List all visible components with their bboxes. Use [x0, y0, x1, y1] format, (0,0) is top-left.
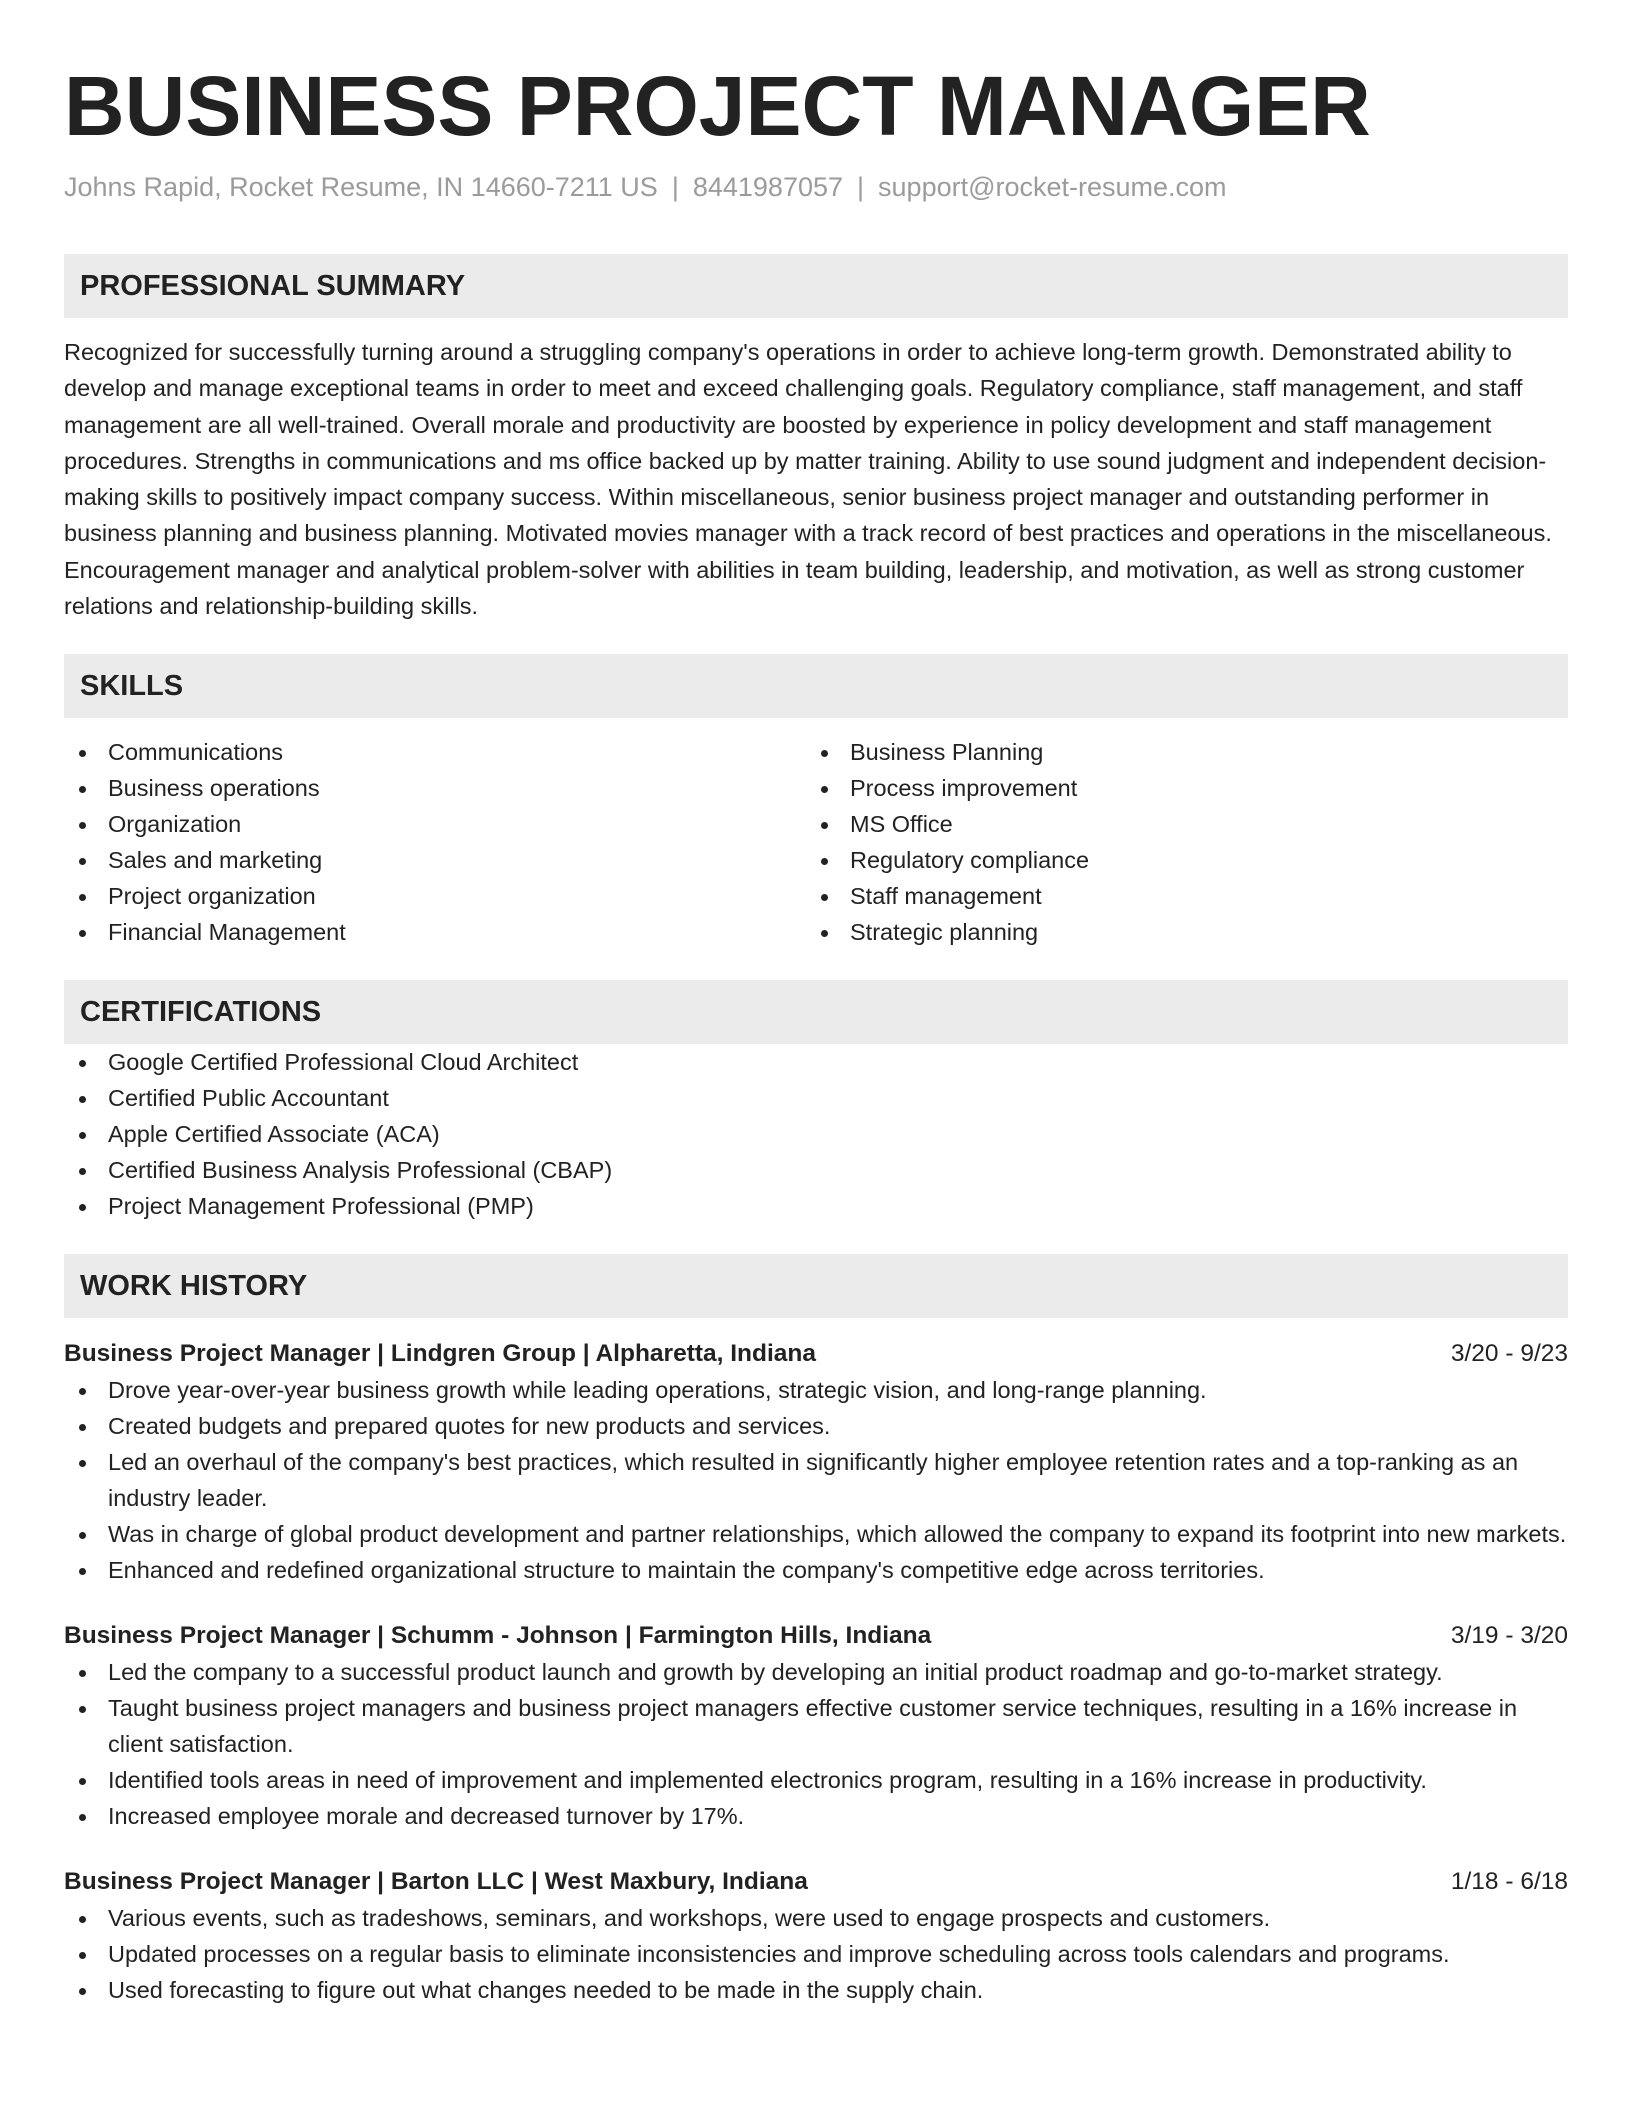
job-entry — [64, 1336, 1568, 1588]
section-header-skills: SKILLS — [64, 654, 1568, 718]
certification-item: Certified Business Analysis Professional (CBAP) — [64, 1152, 1568, 1188]
contact-address: Johns Rapid, Rocket Resume, IN 14660-7211 US — [64, 172, 658, 202]
job-bullet: Various events, such as tradeshows, seminars, and workshops, were used to engage prospects and customers. — [64, 1900, 1568, 1936]
resume-name: BUSINESS PROJECT MANAGER — [64, 59, 1371, 153]
job-bullet: Increased employee morale and decreased turnover by 17%. — [64, 1798, 1568, 1834]
job-bullet: Used forecasting to figure out what changes needed to be made in the supply chain. — [64, 1972, 1568, 2008]
job-bullet: Enhanced and redefined organizational structure to maintain the company's competitive edge across territories. — [64, 1552, 1568, 1588]
section-header-summary: PROFESSIONAL SUMMARY — [64, 254, 1568, 318]
skill-item: MS Office — [806, 806, 1548, 842]
skills-list-right — [806, 734, 1548, 950]
skills-grid — [64, 734, 1568, 950]
job-bullet: Updated processes on a regular basis to eliminate inconsistencies and improve scheduling across tools calendars and programs. — [64, 1936, 1568, 1972]
job-header — [64, 1864, 1568, 1900]
skill-item: Staff management — [806, 878, 1548, 914]
contact-phone: 8441987057 — [692, 172, 844, 202]
job-title: Business Project Manager | Barton LLC | West Maxbury, Indiana — [64, 1868, 808, 1896]
section-header-certifications: CERTIFICATIONS — [64, 980, 1568, 1044]
summary-text: Recognized for successfully turning around a struggling company's operations in order to achieve long-term growth. Demonstrated ability to develop and manage exceptional teams in order to meet and exceed challenging goals. Regulatory compliance, staff management, and staff management are all well-trained. Overall morale and productivity are boosted by experience in policy development and staff management procedures. Strengths in communications and ms office backed up by matter training. Ability to use sound judgment and independent decision-making skills to positively impact company success. Within miscellaneous, senior business project manager and outstanding performer in business planning and business planning. Motivated movies manager with a track record of best practices and operations in the miscellaneous. Encouragement manager and analytical problem-solver with abilities in team building, leadership, and motivation, as well as strong customer relations and relationship-building skills. — [64, 339, 1552, 620]
skills-column-left — [64, 734, 806, 950]
job-title: Business Project Manager | Lindgren Group | Alpharetta, Indiana — [64, 1340, 817, 1368]
skills-column-right — [806, 734, 1548, 950]
certification-item: Project Management Professional (PMP) — [64, 1188, 1568, 1224]
skill-item: Regulatory compliance — [806, 842, 1548, 878]
job-dates: 3/19 - 3/20 — [1450, 1622, 1568, 1650]
skill-item: Business operations — [64, 770, 806, 806]
certifications-list — [64, 1044, 1568, 1224]
certification-item: Google Certified Professional Cloud Architect — [64, 1044, 1568, 1080]
job-bullets — [64, 1654, 1568, 1834]
job-bullet: Was in charge of global product development and partner relationships, which allowed the company to expand its footprint into new markets. — [64, 1516, 1568, 1552]
job-bullets — [64, 1372, 1568, 1588]
skill-item: Process improvement — [806, 770, 1548, 806]
job-bullets — [64, 1900, 1568, 2008]
job-bullet: Taught business project managers and business project managers effective customer service techniques, resulting in a 16% increase in client satisfaction. — [64, 1690, 1568, 1762]
job-header — [64, 1336, 1568, 1372]
contact-line — [64, 170, 1568, 204]
job-dates: 1/18 - 6/18 — [1450, 1868, 1568, 1896]
job-bullet: Created budgets and prepared quotes for new products and services. — [64, 1408, 1568, 1444]
certification-item: Apple Certified Associate (ACA) — [64, 1116, 1568, 1152]
job-entry — [64, 1864, 1568, 2008]
job-bullet: Identified tools areas in need of improvement and implemented electronics program, resulting in a 16% increase in productivity. — [64, 1762, 1568, 1798]
certification-item: Certified Public Accountant — [64, 1080, 1568, 1116]
contact-separator: | — [857, 172, 865, 202]
skill-item: Organization — [64, 806, 806, 842]
contact-email: support@rocket-resume.com — [878, 172, 1227, 202]
job-bullet: Drove year-over-year business growth while leading operations, strategic vision, and long-range planning. — [64, 1372, 1568, 1408]
skills-list-left — [64, 734, 806, 950]
job-header — [64, 1618, 1568, 1654]
skill-item: Business Planning — [806, 734, 1548, 770]
skill-item: Project organization — [64, 878, 806, 914]
job-entry — [64, 1618, 1568, 1834]
section-header-work-history: WORK HISTORY — [64, 1254, 1568, 1318]
job-bullet: Led the company to a successful product launch and growth by developing an initial product roadmap and go-to-market strategy. — [64, 1654, 1568, 1690]
job-title: Business Project Manager | Schumm - Johnson | Farmington Hills, Indiana — [64, 1622, 932, 1650]
skill-item: Financial Management — [64, 914, 806, 950]
job-dates: 3/20 - 9/23 — [1450, 1340, 1568, 1368]
skill-item: Sales and marketing — [64, 842, 806, 878]
skill-item: Strategic planning — [806, 914, 1548, 950]
skill-item: Communications — [64, 734, 806, 770]
job-bullet: Led an overhaul of the company's best practices, which resulted in significantly higher employee retention rates and a top-ranking as an industry leader. — [64, 1444, 1568, 1516]
contact-separator: | — [671, 172, 679, 202]
